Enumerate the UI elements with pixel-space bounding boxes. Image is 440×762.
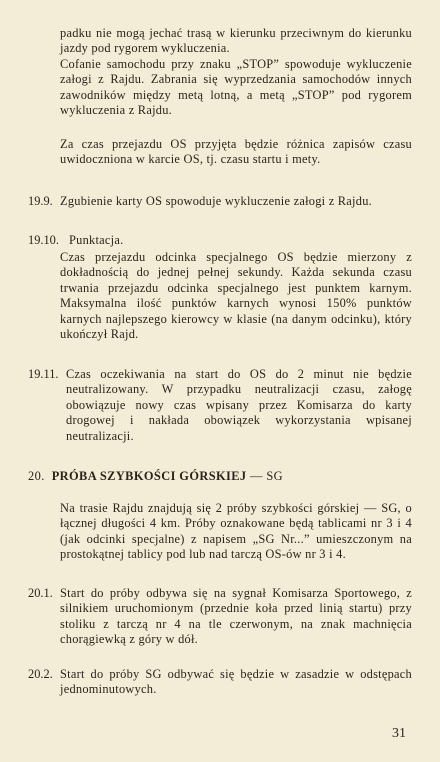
section-19-10-text: Czas przejazdu odcinka specjalnego OS będzie mierzony z dokładnością do jednej pełnej sekundy. Każda sekunda czasu trwania przejazdu odcinka specjalnego jest punktem karnym. Maksymalna ilość punktów karnych wynosi 150% punktów karnych najlepszego kierowcy w klasie (na danym odcinku), który ukończył Rajd. xyxy=(60,250,412,342)
intro-paragraph-2: Cofanie samochodu przy znaku „STOP” spowoduje wykluczenie załogi z Rajdu. Zabrania się wyprzedzania samochodów innych zawodników między metą lotną, a metą „STOP” pod rygorem wykluczenia z Rajdu. xyxy=(60,57,412,118)
section-19-10-number: 19.10. xyxy=(28,233,59,247)
section-20-title-suffix: — SG xyxy=(250,469,283,483)
section-20-1-number: 20.1. xyxy=(28,586,53,600)
section-19-11-text: Czas oczekiwania na start do OS do 2 minut nie będzie neutralizowany. W przypadku neutralizacji czasu, załogę obowiązuje nowy czas wpisany przez Komisarza do karty drogowej i nakłada obowiązek wykorzystania wpisanej neutralizacji. xyxy=(66,367,412,443)
section-20-title: PRÓBA SZYBKOŚCI GÓRSKIEJ xyxy=(51,469,247,483)
intro-paragraph-3: Za czas przejazdu OS przyjęta będzie różnica zapisów czasu uwidoczniona w karcie OS, tj. czasu startu i mety. xyxy=(60,137,412,167)
section-20-heading xyxy=(28,469,418,484)
section-20-1-text: Start do próby odbywa się na sygnał Komisarza Sportowego, z silnikiem uruchomionym (przednie koła przed linią startu) przy stoliku z tarczą nr 4 na tle czerwonym, na znak machnięcia chorągiewką z góry w dół. xyxy=(60,586,412,647)
section-19-9-number: 19.9. xyxy=(28,194,53,208)
section-19-11-number: 19.11. xyxy=(28,367,59,381)
section-20-2-text: Start do próby SG odbywać się będzie w zasadzie w odstępach jednominutowych. xyxy=(60,667,412,697)
section-20-2-number: 20.2. xyxy=(28,667,53,681)
section-19-10-title: Punktacja. xyxy=(69,233,124,247)
section-20-intro: Na trasie Rajdu znajdują się 2 próby szybkości górskiej — SG, o łącznej długości 4 km. Próby oznakowane będą tablicami nr 3 i 4 (jak odcinki specjalne) z napisem „SG Nr...” umieszczonym na prostokątnej tablicy pod lub nad tarczą OS-ów nr 3 i 4. xyxy=(60,501,412,562)
page-number: 31 xyxy=(392,726,406,741)
section-20-number: 20. xyxy=(28,469,45,483)
intro-paragraph-1: padku nie mogą jechać trasą w kierunku przeciwnym do kierunku jazdy pod rygorem wykluczenia. xyxy=(60,26,412,56)
section-19-9-text: Zgubienie karty OS spowoduje wykluczenie załogi z Rajdu. xyxy=(60,194,372,208)
